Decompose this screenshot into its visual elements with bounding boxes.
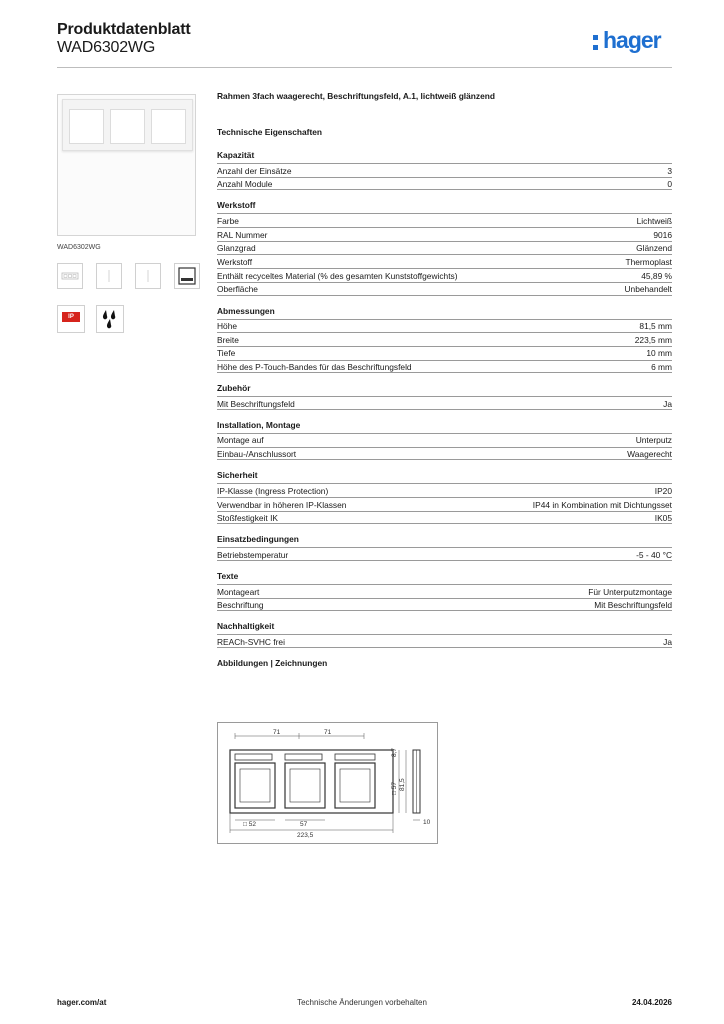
spec-row [217, 241, 672, 255]
spec-value: Unbehandelt [624, 284, 672, 295]
spec-row [217, 497, 672, 511]
spec-label: IP-Klasse (Ingress Protection) [217, 485, 329, 496]
ip-badge-text: IP [62, 312, 80, 322]
product-image[interactable] [57, 94, 196, 236]
spec-row [217, 396, 672, 410]
dim-top-1: 71 [273, 729, 281, 736]
logo-dots-icon [593, 35, 599, 51]
spec-label: Höhe des P-Touch-Bandes für das Beschriftungsfeld [217, 362, 412, 373]
spec-row [217, 254, 672, 268]
spec-value: Lichtweiß [636, 215, 672, 226]
dim-top-2: 71 [324, 729, 332, 736]
section-title: Einsatzbedingungen [217, 534, 299, 545]
spec-label: REACh-SVHC frei [217, 636, 285, 647]
spec-row [217, 547, 672, 561]
spec-label: RAL Nummer [217, 229, 268, 240]
spec-label: Oberfläche [217, 284, 258, 295]
spec-value: Mit Beschriftungsfeld [594, 600, 672, 611]
spec-label: Glanzgrad [217, 243, 256, 254]
spec-value: 0 [667, 179, 672, 190]
spec-row [217, 282, 672, 296]
spec-value: Thermoplast [625, 256, 672, 267]
spec-label: Farbe [217, 215, 239, 226]
spec-row [217, 213, 672, 227]
header-divider [57, 67, 672, 68]
spec-section [217, 621, 672, 648]
spec-row [217, 227, 672, 241]
spec-row [217, 634, 672, 648]
spec-row [217, 447, 672, 461]
spec-row [217, 319, 672, 333]
spec-value: IP20 [654, 485, 672, 496]
spec-value: 3 [667, 165, 672, 176]
hager-logo[interactable] [593, 26, 673, 58]
dim-depth: 10 [423, 819, 431, 826]
figures-heading: Abbildungen | Zeichnungen [217, 658, 328, 669]
spec-value: -5 - 40 °C [636, 549, 672, 560]
dim-side-sq: □ 57 [391, 782, 398, 795]
section-title: Nachhaltigkeit [217, 621, 275, 632]
spec-section [217, 571, 672, 611]
spec-label: Einbau-/Anschlussort [217, 449, 297, 460]
spec-label: Werkstoff [217, 256, 253, 267]
frame-edge-icon[interactable] [135, 263, 161, 289]
spec-value: IK05 [654, 513, 672, 524]
logo-text: hager [603, 27, 661, 53]
spec-row [217, 598, 672, 612]
product-code: WAD6302WG [57, 39, 156, 56]
section-title: Kapazität [217, 150, 255, 160]
spec-label: Anzahl der Einsätze [217, 165, 292, 176]
footer-notice: Technische Änderungen vorbehalten [297, 998, 427, 1007]
spec-label: Betriebstemperatur [217, 549, 289, 560]
spec-value: Glänzend [636, 243, 672, 254]
spec-row [217, 483, 672, 497]
dim-bottom-sq: □ 52 [243, 821, 256, 828]
spec-value: 10 mm [646, 348, 672, 359]
spec-row [217, 511, 672, 525]
spec-label: Montage auf [217, 435, 264, 446]
spec-row [217, 163, 672, 177]
section-title: Werkstoff [217, 200, 256, 211]
image-caption: WAD6302WG [57, 244, 101, 251]
spec-value: Ja [663, 636, 672, 647]
spec-value: IP44 in Kombination mit Dichtungsset [532, 499, 672, 510]
section-title: Installation, Montage [217, 419, 301, 430]
spec-section [217, 306, 672, 374]
spec-label: Enthält recyceltes Material (% des gesamten Kunststoffgewichts) [217, 270, 458, 281]
spec-value: Ja [663, 398, 672, 409]
dim-side-height: 81,5 [399, 778, 406, 791]
spec-value: Unterputz [635, 435, 672, 446]
spec-row [217, 268, 672, 282]
frame-illustration [62, 99, 193, 151]
spec-row [217, 360, 672, 374]
spec-label: Breite [217, 334, 239, 345]
frame-front-icon[interactable] [57, 263, 83, 289]
spec-label: Tiefe [217, 348, 236, 359]
spec-label: Höhe [217, 321, 238, 331]
spec-value: 223,5 mm [634, 334, 672, 345]
label-field-icon[interactable] [174, 263, 200, 289]
spec-row [217, 584, 672, 598]
technical-drawing [217, 722, 438, 844]
section-title: Abmessungen [217, 305, 275, 316]
spec-value: Für Unterputzmontage [588, 586, 672, 597]
spec-section [217, 383, 672, 410]
spec-value: 81,5 mm [639, 321, 672, 331]
spec-label: Anzahl Module [217, 179, 273, 190]
spec-label: Montageart [217, 586, 260, 597]
spec-section [217, 470, 672, 524]
dim-side-top: 8,7 [391, 747, 398, 757]
spec-section [217, 200, 672, 295]
section-title: Zubehör [217, 383, 251, 394]
spec-label: Mit Beschriftungsfeld [217, 398, 295, 409]
spec-label: Beschriftung [217, 600, 264, 611]
spec-value: 45,89 % [641, 270, 672, 281]
spec-content [217, 90, 672, 671]
section-title: Sicherheit [217, 470, 258, 481]
footer-date: 24.04.2026 [631, 998, 672, 1007]
tech-heading: Technische Eigenschaften [217, 127, 323, 137]
spec-value: 9016 [653, 229, 672, 240]
spec-sections [217, 150, 672, 648]
product-description: Rahmen 3fach waagerecht, Beschriftungsfeld, A.1, lichtweiß glänzend [217, 91, 495, 101]
spec-section [217, 420, 672, 460]
footer-website-link[interactable]: hager.com/at [57, 998, 107, 1007]
spec-row [217, 177, 672, 191]
spec-label: Stoßfestigkeit IK [217, 513, 278, 524]
frame-side-icon[interactable] [96, 263, 122, 289]
spec-row [217, 433, 672, 447]
spec-label: Verwendbar in höheren IP-Klassen [217, 499, 347, 510]
dim-bottom-total: 223,5 [297, 832, 314, 839]
spec-row [217, 332, 672, 346]
spec-section [217, 534, 672, 561]
ip-rating-icon [57, 305, 85, 333]
water-drops-icon [96, 305, 124, 333]
spec-section [217, 150, 672, 190]
section-title: Texte [217, 571, 239, 582]
page-title: Produktdatenblatt [57, 21, 191, 38]
spec-value: 6 mm [651, 362, 672, 373]
spec-row [217, 346, 672, 360]
spec-value: Waagerecht [627, 449, 672, 460]
dim-bottom-mid: 57 [300, 821, 308, 828]
